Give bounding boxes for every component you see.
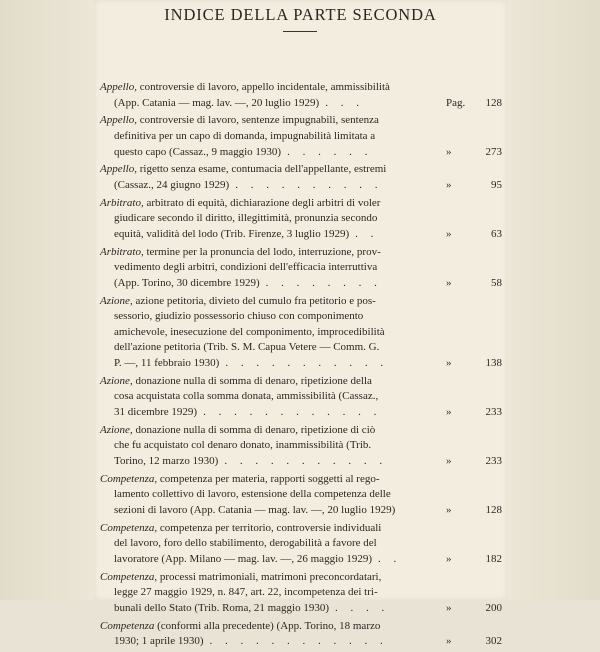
- index-entry: [100, 472, 502, 519]
- page-number: 233: [485, 454, 502, 467]
- entry-line-text: Torino, 12 marzo 1930): [114, 454, 219, 467]
- entry-line-text: (App. Catania — mag. lav. —, 20 luglio 1929): [114, 96, 320, 109]
- page-prefix: »: [446, 276, 452, 289]
- entry-first-line: [100, 294, 446, 310]
- entry-line-text: arbitrato di equità, dichiarazione degli arbitri di voler: [146, 196, 381, 209]
- entry-continuation-line: [100, 227, 446, 243]
- title-rule: [283, 31, 317, 32]
- entry-text: [100, 113, 446, 160]
- entry-continuation-line: [100, 276, 446, 292]
- entry-keyword: Appello,: [100, 114, 137, 127]
- index-entry: [100, 113, 502, 160]
- page-reference: [446, 96, 502, 112]
- entry-keyword: Competenza,: [100, 570, 158, 583]
- entry-text: [100, 162, 446, 193]
- leader-dots: . . . .: [335, 601, 390, 614]
- page-number: 63: [491, 227, 502, 240]
- entry-line-text: vedimento degli arbitri, condizioni dell'efficacia interruttiva: [114, 261, 378, 274]
- entry-continuation-line: [100, 211, 446, 227]
- entry-continuation-line: [100, 145, 446, 161]
- entry-line-text: rigetto senza esame, contumacia dell'appellante, estremi: [139, 163, 387, 176]
- entry-first-line: [100, 472, 446, 488]
- entry-text: [100, 619, 446, 650]
- page-number: 95: [491, 178, 502, 191]
- leader-dots: . . . . . . . . . .: [235, 178, 383, 191]
- page-number: 128: [485, 503, 502, 516]
- entry-first-line: [100, 196, 446, 212]
- entry-text: [100, 521, 446, 568]
- left-margin-shadow: [0, 0, 94, 600]
- entry-continuation-line: [100, 634, 446, 650]
- entry-line-text: donazione nulla di somma di denaro, ripetizione della: [135, 374, 372, 387]
- index-entry: [100, 80, 502, 111]
- index-entry: [100, 374, 502, 421]
- entry-continuation-line: [100, 487, 446, 503]
- page-prefix: »: [446, 406, 452, 418]
- entry-line-text: lavoratore (App. Milano — mag. lav. —, 26 maggio 1929): [114, 552, 373, 565]
- entry-continuation-line: [100, 260, 446, 276]
- page-reference: [446, 601, 502, 617]
- book-page: [94, 0, 507, 648]
- page-reference: [446, 503, 502, 519]
- entry-line-text: giudicare secondo il diritto, illegittimità, pronunzia secondo: [114, 212, 378, 225]
- entry-line-text: controversie di lavoro, sentenze impugnabili, sentenza: [139, 114, 379, 127]
- page-number: 58: [491, 276, 502, 289]
- entry-line-text: equità, validità del lodo (Trib. Firenze, 3 luglio 1929): [114, 227, 350, 240]
- entry-continuation-line: [100, 405, 446, 421]
- entry-line-text: che fu acquistato col denaro donato, inammissibilità (Trib.: [114, 439, 372, 452]
- page-reference: [446, 634, 502, 650]
- entry-text: [100, 570, 446, 617]
- page-number: 200: [485, 601, 502, 614]
- entry-first-line: [100, 80, 446, 96]
- index-entry: [100, 245, 502, 292]
- entry-continuation-line: [100, 356, 446, 372]
- entry-first-line: [100, 423, 446, 439]
- entry-keyword: Competenza,: [100, 472, 158, 485]
- entry-line-text: (Cassaz., 24 giugno 1929): [114, 178, 230, 191]
- page-prefix: »: [446, 635, 452, 648]
- entry-line-text: dell'azione petitoria (Trib. S. M. Capua Vetere — Comm. G.: [114, 341, 380, 354]
- index-entry: [100, 162, 502, 193]
- entry-line-text: bunali dello Stato (Trib. Roma, 21 maggio 1930): [114, 601, 329, 614]
- entry-line-text: 1930; 1 aprile 1930): [114, 635, 204, 648]
- entry-keyword: Azione,: [100, 294, 133, 307]
- page-prefix: »: [446, 227, 452, 240]
- entry-line-text: del lavoro, foro dello stabilimento, derogabilità a favore del: [114, 537, 377, 550]
- entry-keyword: Arbitrato,: [100, 245, 144, 258]
- entry-keyword: Azione,: [100, 374, 133, 387]
- entry-line-text: questo capo (Cassaz., 9 maggio 1930): [114, 145, 282, 158]
- entry-continuation-line: [100, 129, 446, 145]
- entry-text: [100, 472, 446, 519]
- entry-continuation-line: [100, 585, 446, 601]
- page-number: 302: [485, 635, 502, 648]
- page-number: 128: [485, 96, 502, 109]
- page-number: 138: [485, 357, 502, 370]
- entry-continuation-line: [100, 552, 446, 568]
- entry-keyword: Appello,: [100, 163, 137, 176]
- entry-line-text: legge 27 maggio 1929, n. 847, art. 22, incompetenza dei tri-: [114, 586, 378, 599]
- entry-keyword: Azione,: [100, 423, 133, 436]
- entry-first-line: [100, 374, 446, 390]
- entry-first-line: [100, 113, 446, 129]
- entry-first-line: [100, 162, 446, 178]
- page-reference: [446, 356, 502, 372]
- page-reference: [446, 405, 502, 421]
- entry-line-text: cosa acquistata colla somma donata, ammissibilità (Cassaz.,: [114, 390, 379, 403]
- leader-dots: . . . . . .: [287, 145, 373, 158]
- entry-continuation-line: [100, 309, 446, 325]
- entry-continuation-line: [100, 96, 446, 112]
- entry-line-text: controversie di lavoro, appello incidentale, ammissibilità: [139, 81, 390, 93]
- entry-line-text: processi matrimoniali, matrimoni preconcordatari,: [159, 570, 382, 583]
- entry-continuation-line: [100, 178, 446, 194]
- page-prefix: »: [446, 178, 452, 191]
- entry-continuation-line: [100, 438, 446, 454]
- entry-line-text: (App. Torino, 30 dicembre 1929): [114, 276, 260, 289]
- entry-text: [100, 196, 446, 243]
- entry-line-text: definitiva per un capo di domanda, impugnabilità limitata a: [114, 129, 376, 142]
- entry-text: [100, 294, 446, 372]
- entry-continuation-line: [100, 601, 446, 617]
- index-entry: [100, 294, 502, 372]
- page-reference: [446, 454, 502, 470]
- index-entry: [100, 570, 502, 617]
- entry-first-line: [100, 570, 446, 586]
- right-margin-shadow: [507, 0, 600, 600]
- index-entry: [100, 619, 502, 650]
- page-title: INDICE DELLA PARTE SECONDA: [164, 5, 437, 24]
- entry-keyword: Arbitrato,: [100, 196, 144, 209]
- page-number: 273: [485, 145, 502, 158]
- page-reference: [446, 178, 502, 194]
- entry-line-text: 31 dicembre 1929): [114, 406, 198, 418]
- entry-line-text: P. —, 11 febbraio 1930): [114, 357, 220, 370]
- index-entry: [100, 196, 502, 243]
- entry-text: [100, 80, 446, 111]
- entry-line-text: azione petitoria, divieto del cumulo fra petitorio e pos-: [135, 294, 376, 307]
- entry-keyword: Competenza: [100, 619, 155, 632]
- page-prefix: Pag.: [446, 96, 466, 109]
- page-number: 182: [485, 552, 502, 565]
- entry-line-text: sessorio, giudizio possessorio chiuso con componimento: [114, 310, 364, 323]
- leader-dots: . . . . . . . . . . .: [224, 454, 388, 467]
- entry-keyword: Competenza,: [100, 521, 158, 534]
- entry-continuation-line: [100, 325, 446, 341]
- index-entry: [100, 521, 502, 568]
- entry-continuation-line: [100, 536, 446, 552]
- leader-dots: . . . . . . . .: [265, 276, 382, 289]
- entry-first-line: [100, 619, 446, 635]
- page-prefix: »: [446, 601, 452, 614]
- page-reference: [446, 227, 502, 243]
- entry-continuation-line: [100, 389, 446, 405]
- leader-dots: . . .: [325, 96, 364, 109]
- leader-dots: . . . . . . . . . . .: [225, 357, 389, 370]
- entry-text: [100, 374, 446, 421]
- page-prefix: »: [446, 454, 452, 467]
- entry-continuation-line: [100, 503, 446, 519]
- page-prefix: »: [446, 357, 452, 370]
- entry-line-text: sezioni di lavoro (App. Catania — mag. lav. —, 20 luglio 1929): [114, 503, 396, 516]
- entry-continuation-line: [100, 454, 446, 470]
- page-number: 233: [485, 406, 502, 418]
- entry-line-text: (conformi alla precedente) (App. Torino, 18 marzo: [157, 619, 381, 632]
- entry-continuation-line: [100, 340, 446, 356]
- entry-line-text: donazione nulla di somma di denaro, ripetizione di ciò: [135, 423, 376, 436]
- entry-line-text: termine per la pronuncia del lodo, interruzione, prov-: [146, 245, 381, 258]
- page-reference: [446, 276, 502, 292]
- page-prefix: »: [446, 145, 452, 158]
- entry-text: [100, 423, 446, 470]
- leader-dots: . . . . . . . . . . . .: [203, 406, 382, 418]
- index-entries: [100, 80, 502, 652]
- index-entry: [100, 423, 502, 470]
- entry-line-text: amichevole, inesecuzione del componimento, improcedibilità: [114, 325, 385, 338]
- entry-first-line: [100, 245, 446, 261]
- page-prefix: »: [446, 503, 452, 516]
- entry-text: [100, 245, 446, 292]
- page-reference: [446, 145, 502, 161]
- leader-dots: . .: [378, 552, 402, 565]
- leader-dots: . . . . . . . . . . . .: [209, 635, 388, 648]
- page-prefix: »: [446, 552, 452, 565]
- entry-first-line: [100, 521, 446, 537]
- entry-line-text: lamento collettivo di lavoro, estensione della competenza delle: [114, 488, 391, 501]
- entry-line-text: competenza per materia, rapporti soggetti al rego-: [159, 472, 380, 485]
- page-reference: [446, 552, 502, 568]
- leader-dots: . .: [355, 227, 379, 240]
- entry-line-text: competenza per territorio, controversie individuali: [159, 521, 382, 534]
- entry-keyword: Appello,: [100, 81, 137, 93]
